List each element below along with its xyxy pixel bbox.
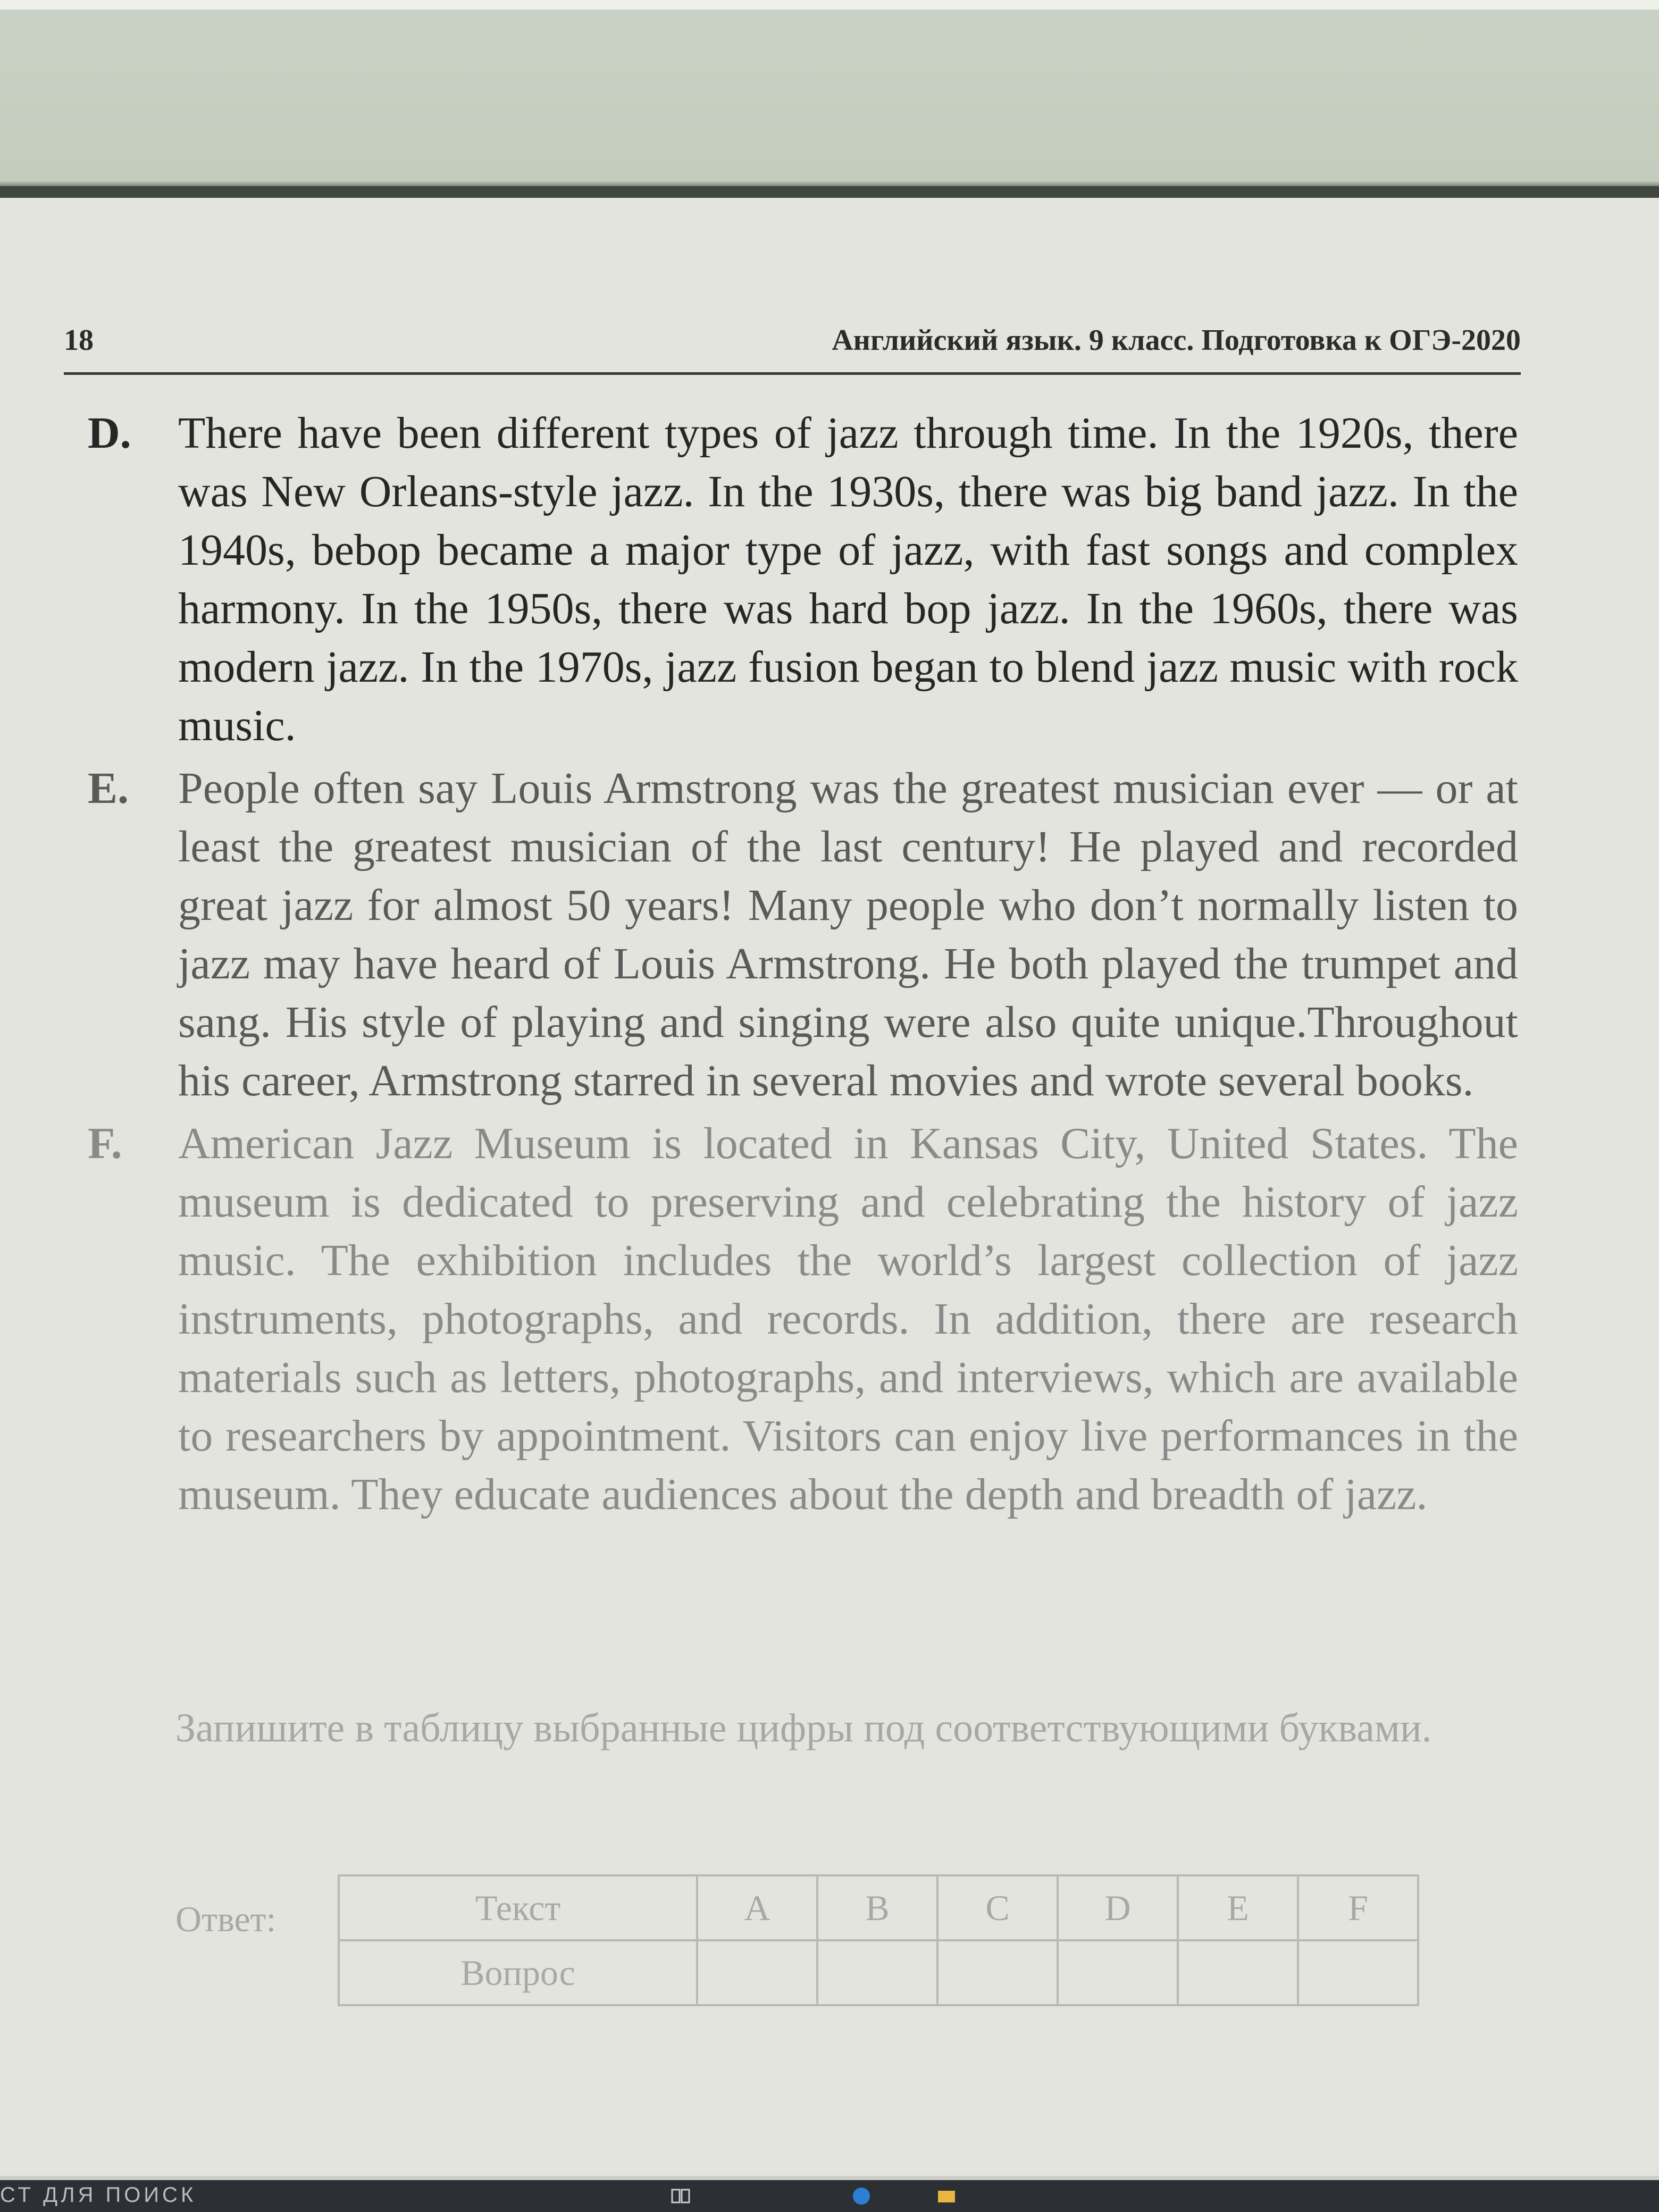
column-header: A bbox=[697, 1875, 817, 1940]
column-header: C bbox=[937, 1875, 1058, 1940]
text-block-d bbox=[88, 404, 1518, 755]
text-block-e bbox=[88, 759, 1518, 1110]
text-block-f bbox=[88, 1115, 1518, 1524]
page-header bbox=[64, 319, 1521, 356]
answer-label: Ответ: bbox=[175, 1899, 276, 1939]
answer-cell[interactable] bbox=[817, 1940, 937, 2005]
browser-icon[interactable] bbox=[851, 2185, 872, 2207]
row-header-question: Вопрос bbox=[339, 1940, 697, 2005]
answer-cell[interactable] bbox=[937, 1940, 1058, 2005]
header-rule bbox=[64, 372, 1521, 375]
monitor-bezel bbox=[0, 186, 1659, 198]
text-body: American Jazz Museum is located in Kansas City, United States. The museum is dedicated to preserving and celebrating the history of jazz music. The exhibition includes the world’s largest collection of jazz instruments, photographs, and records. In addition, there are research materials such as letters, photographs, and interviews, which are available to researchers by appointment. Visitors can enjoy live performances in the museum. They educate audiences about the depth and breadth of jazz. bbox=[178, 1119, 1518, 1519]
taskbar-search-text[interactable]: СТ ДЛЯ ПОИСК bbox=[0, 2183, 197, 2207]
text-body: People often say Louis Armstrong was the greatest musician ever — or at least the greatest musician of the last century! He played and recorded great jazz for almost 50 years! Many people who don’t normally listen to jazz may have heard of Louis Armstrong. He both played the trumpet and sang. His style of playing and singing were also quite unique.Throughout his career, Armstrong starred in several movies and wrote several books. bbox=[178, 764, 1518, 1105]
text-letter: F. bbox=[88, 1119, 122, 1168]
monitor-top-edge bbox=[0, 0, 1659, 10]
page-number: 18 bbox=[64, 324, 94, 357]
column-header: B bbox=[817, 1875, 937, 1940]
running-title: Английский язык. 9 класс. Подготовка к ОГЭ-2020 bbox=[832, 324, 1521, 357]
text-letter: D. bbox=[88, 408, 131, 458]
row-header-text: Текст bbox=[339, 1875, 697, 1940]
instruction-text: Запишите в таблицу выбранные цифры под соответствующими буквами. bbox=[175, 1706, 1432, 1750]
answer-cell[interactable] bbox=[697, 1940, 817, 2005]
task-view-icon[interactable] bbox=[670, 2185, 691, 2207]
answer-table bbox=[338, 1874, 1419, 2006]
text-letter: E. bbox=[88, 764, 129, 813]
texts-list bbox=[88, 404, 1518, 1528]
table-row bbox=[339, 1940, 1418, 2005]
column-header: F bbox=[1298, 1875, 1418, 1940]
column-header: D bbox=[1058, 1875, 1178, 1940]
text-body: There have been different types of jazz through time. In the 1920s, there was New Orleans-style jazz. In the 1930s, there was big band jazz. In the 1940s, bebop became a major type of jazz, with fast songs and complex harmony. In the 1950s, there was hard bop jazz. In the 1960s, there was modern jazz. In the 1970s, jazz fusion began to blend jazz music with rock music. bbox=[178, 408, 1518, 750]
answer-cell[interactable] bbox=[1058, 1940, 1178, 2005]
table-row bbox=[339, 1875, 1418, 1940]
answer-cell[interactable] bbox=[1178, 1940, 1298, 2005]
taskbar bbox=[0, 2180, 1659, 2212]
answer-cell[interactable] bbox=[1298, 1940, 1418, 2005]
column-header: E bbox=[1178, 1875, 1298, 1940]
folder-icon[interactable] bbox=[936, 2185, 957, 2207]
